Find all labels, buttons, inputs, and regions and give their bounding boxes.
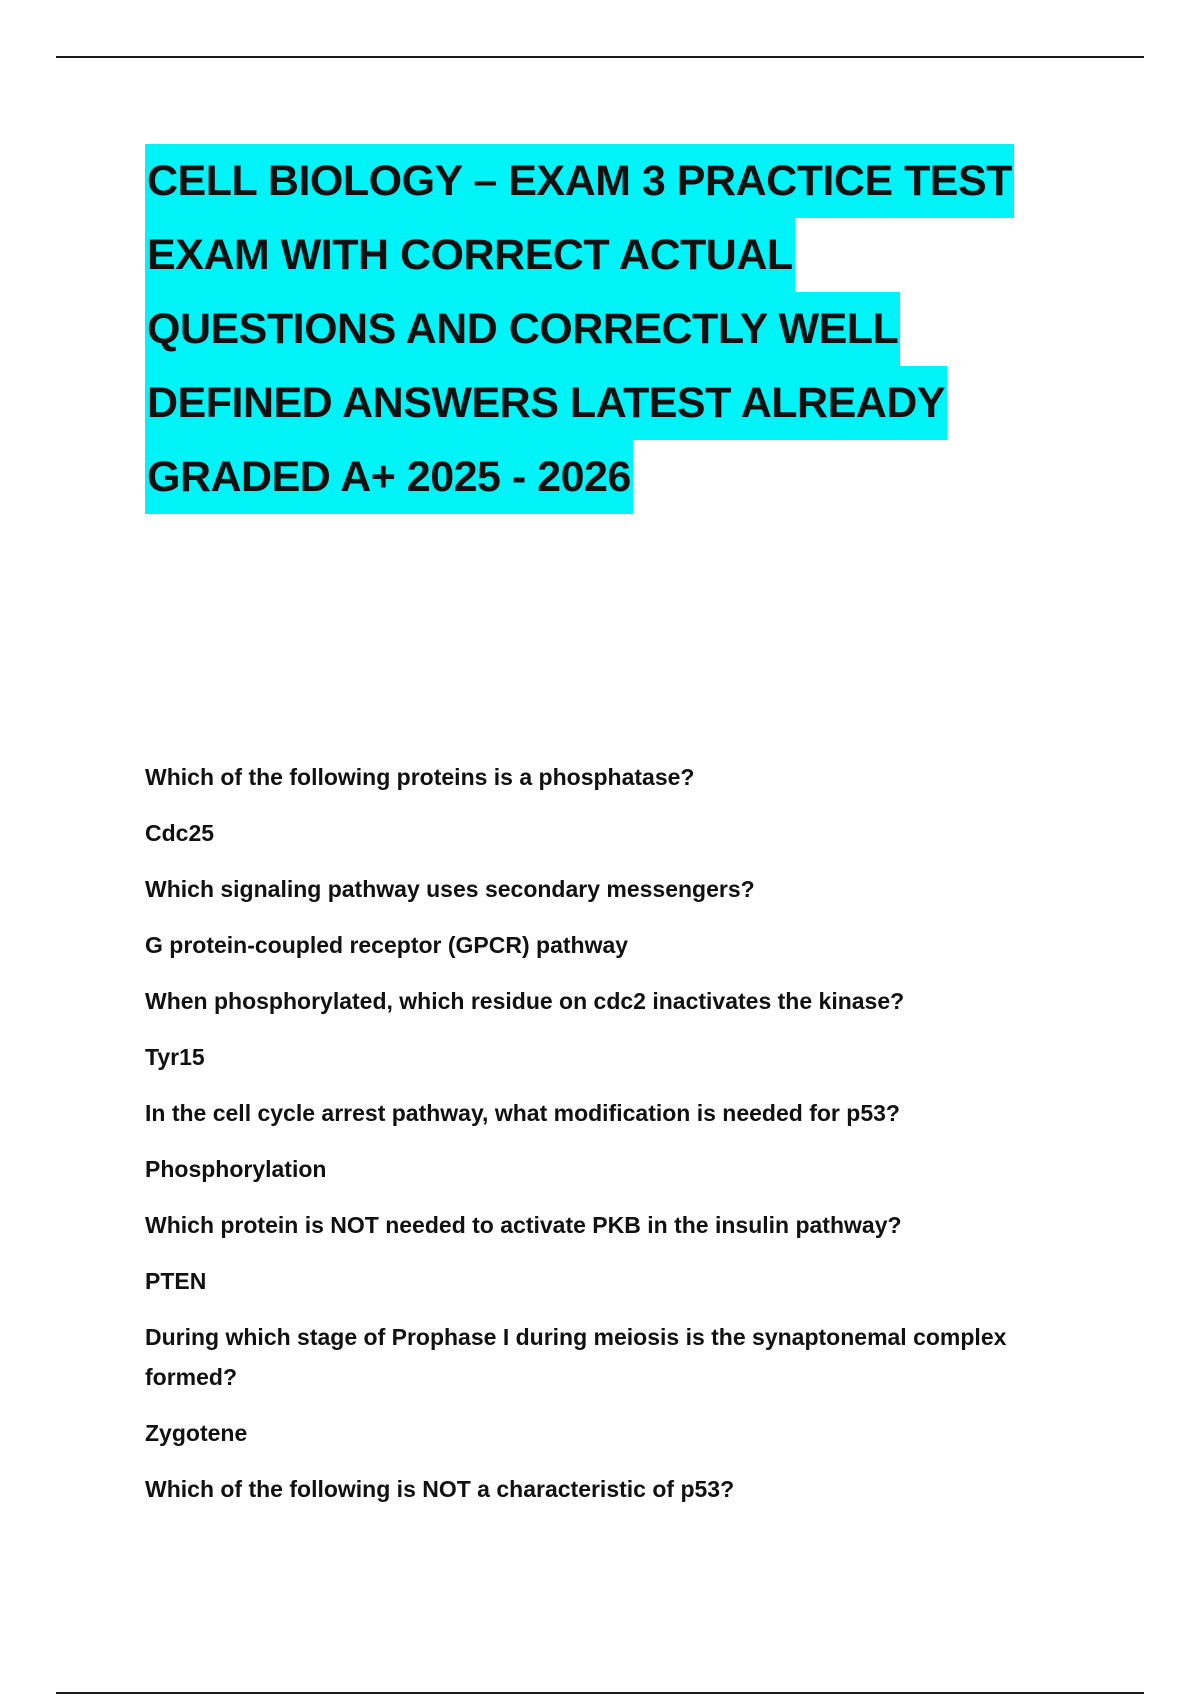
question-answer-list bbox=[145, 757, 1085, 1525]
document-title bbox=[145, 144, 1075, 514]
title-line: CELL BIOLOGY – EXAM 3 PRACTICE TEST bbox=[145, 144, 1014, 218]
title-line: DEFINED ANSWERS LATEST ALREADY bbox=[145, 366, 947, 440]
question-text: Which signaling pathway uses secondary messengers? bbox=[145, 876, 755, 902]
answer-text: G protein-coupled receptor (GPCR) pathway bbox=[145, 932, 629, 958]
title-line: GRADED A+ 2025 - 2026 bbox=[145, 440, 633, 514]
question-text: During which stage of Prophase I during meiosis is the synaptonemal complex formed? bbox=[145, 1324, 1007, 1390]
answer-text: Tyr15 bbox=[145, 1044, 205, 1070]
answer-text: Zygotene bbox=[145, 1420, 248, 1446]
title-line: QUESTIONS AND CORRECTLY WELL bbox=[145, 292, 900, 366]
question-text: Which of the following proteins is a phosphatase? bbox=[145, 764, 695, 790]
question-text: Which of the following is NOT a characteristic of p53? bbox=[145, 1476, 735, 1502]
answer-text: Phosphorylation bbox=[145, 1156, 327, 1182]
question-text: Which protein is NOT needed to activate PKB in the insulin pathway? bbox=[145, 1212, 902, 1238]
question-text: In the cell cycle arrest pathway, what modification is needed for p53? bbox=[145, 1100, 900, 1126]
bottom-horizontal-rule bbox=[56, 1692, 1144, 1694]
answer-text: Cdc25 bbox=[145, 820, 215, 846]
question-text: When phosphorylated, which residue on cdc2 inactivates the kinase? bbox=[145, 988, 905, 1014]
top-horizontal-rule bbox=[56, 56, 1144, 58]
title-line: EXAM WITH CORRECT ACTUAL bbox=[145, 218, 795, 292]
answer-text: PTEN bbox=[145, 1268, 207, 1294]
